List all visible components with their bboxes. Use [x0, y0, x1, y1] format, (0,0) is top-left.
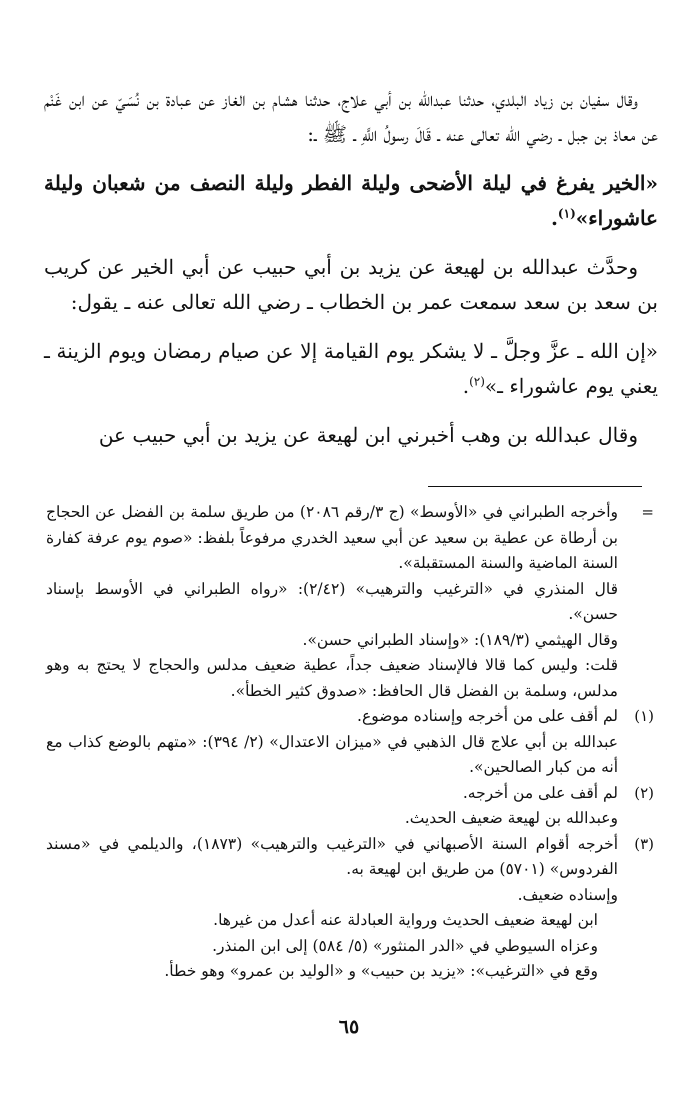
footnote-line: ابن لهيعة ضعيف الحديث ورواية العبادلة عنه أعدل من غيرها.	[213, 911, 598, 929]
footnote-separator	[428, 486, 642, 487]
footnotes	[46, 500, 654, 985]
paragraph-1: وقال سفيان بن زياد البلدي، حدثنا عبدالله بن أبي علاج، حدثنا هشام بن الغاز عن عبادة بن نُسَيّ عن ابن غَنْم عن معاذ بن جبل ـ رضي الله تعالى عنه ـ قَالَ رسولُ اللَّهِ ـ ﷺ ـ:	[44, 87, 658, 146]
footnote-line: قلت: وليس كما قالا فالإسناد ضعيف جداً، عطية ضعيف مدلس والحجاج لا يحتج به وهو مدلس، وسلمة بن الفضل قال الحافظ: «صدوق كثير الخطأ».	[46, 656, 618, 700]
hadith-2: «إن الله ـ عزَّ وجلَّ ـ لا يشكر يوم القيامة إلا عن صيام رمضان ويوم الزينة ـ يعني يوم عاشوراء ـ»$^{(٢)}$.	[44, 339, 658, 398]
footnote-line: أخرجه أقوام السنة الأصبهاني في «الترغيب والترهيب» (١٨٧٣)، والديلمي في «مسند الفردوس» (٥٧٠١) من طريق ابن لهيعة به.	[46, 834, 619, 878]
footnote-line: وقع في «الترغيب»: «يزيد بن حبيب» و «الوليد بن عمرو» وهو خطأ.	[164, 962, 598, 980]
footnote-ref-2: (٢)	[469, 374, 485, 389]
footnote-ref-1: (١)	[557, 206, 576, 221]
hadith-1: «الخير يفرغ في ليلة الأضحى وليلة الفطر وليلة النصف من شعبان وليلة عاشوراء»$^{(١)}$.	[44, 171, 658, 230]
footnote-line: لم أقف على من أخرجه.	[462, 783, 618, 802]
paragraph-2: وحدَّث عبدالله بن لهيعة عن يزيد بن أبي حبيب عن أبي الخير عن كريب بن سعد بن سعد سمعت عمر بن الخطاب ـ رضي الله تعالى عنه ـ يقول:	[44, 255, 658, 314]
footnote-3	[46, 832, 654, 985]
footnote-line: قال المنذري في «الترغيب والترهيب» (٢/٤٢): «رواه الطبراني في الأوسط بإسناد حسن».	[46, 579, 618, 623]
footnote-2	[46, 781, 654, 832]
page-number: ٦٥	[338, 1016, 360, 1038]
main-text	[44, 82, 658, 453]
footnote-line: وعزاه السيوطي في «الدر المنثور» (٥/ ٥٨٤) إلى ابن المنذر.	[212, 936, 598, 955]
footnote-marker: (٣)	[634, 834, 654, 853]
paragraph-3: وقال عبدالله بن وهب أخبرني ابن لهيعة عن يزيد بن أبي حبيب عن	[98, 423, 638, 447]
footnote-line: لم أقف على من أخرجه وإسناده موضوع.	[357, 707, 618, 725]
footnote-1	[46, 704, 654, 781]
footnote-line: وعبدالله بن لهيعة ضعيف الحديث.	[404, 809, 618, 827]
footnote-line: عبدالله بن أبي علاج قال الذهبي في «ميزان الاعتدال» (٢/ ٣٩٤): «متهم بالوضع كذاب مع أنه من كبار الصالحين».	[46, 732, 619, 776]
footnote-line: وأخرجه الطبراني في «الأوسط» (ج ٣/رقم ٢٠٨٦) من طريق سلمة بن الفضل عن الحجاج بن أرطاة عن عطية بن سعيد عن أبي سعيد الخدري مرفوعاً بلفظ: «صوم يوم عرفة كفارة السنة الماضية والسنة المستقبلة».	[46, 503, 618, 572]
footnote-line: وإسناده ضعيف.	[517, 885, 618, 904]
footnote-marker: (١)	[634, 707, 654, 725]
footnote-continued	[46, 500, 654, 704]
footnote-line: وقال الهيثمي (١٨٩/٣): «وإسناد الطبراني حسن».	[302, 630, 618, 649]
footnote-marker: (٢)	[634, 783, 654, 802]
footnote-marker: =	[641, 503, 654, 521]
